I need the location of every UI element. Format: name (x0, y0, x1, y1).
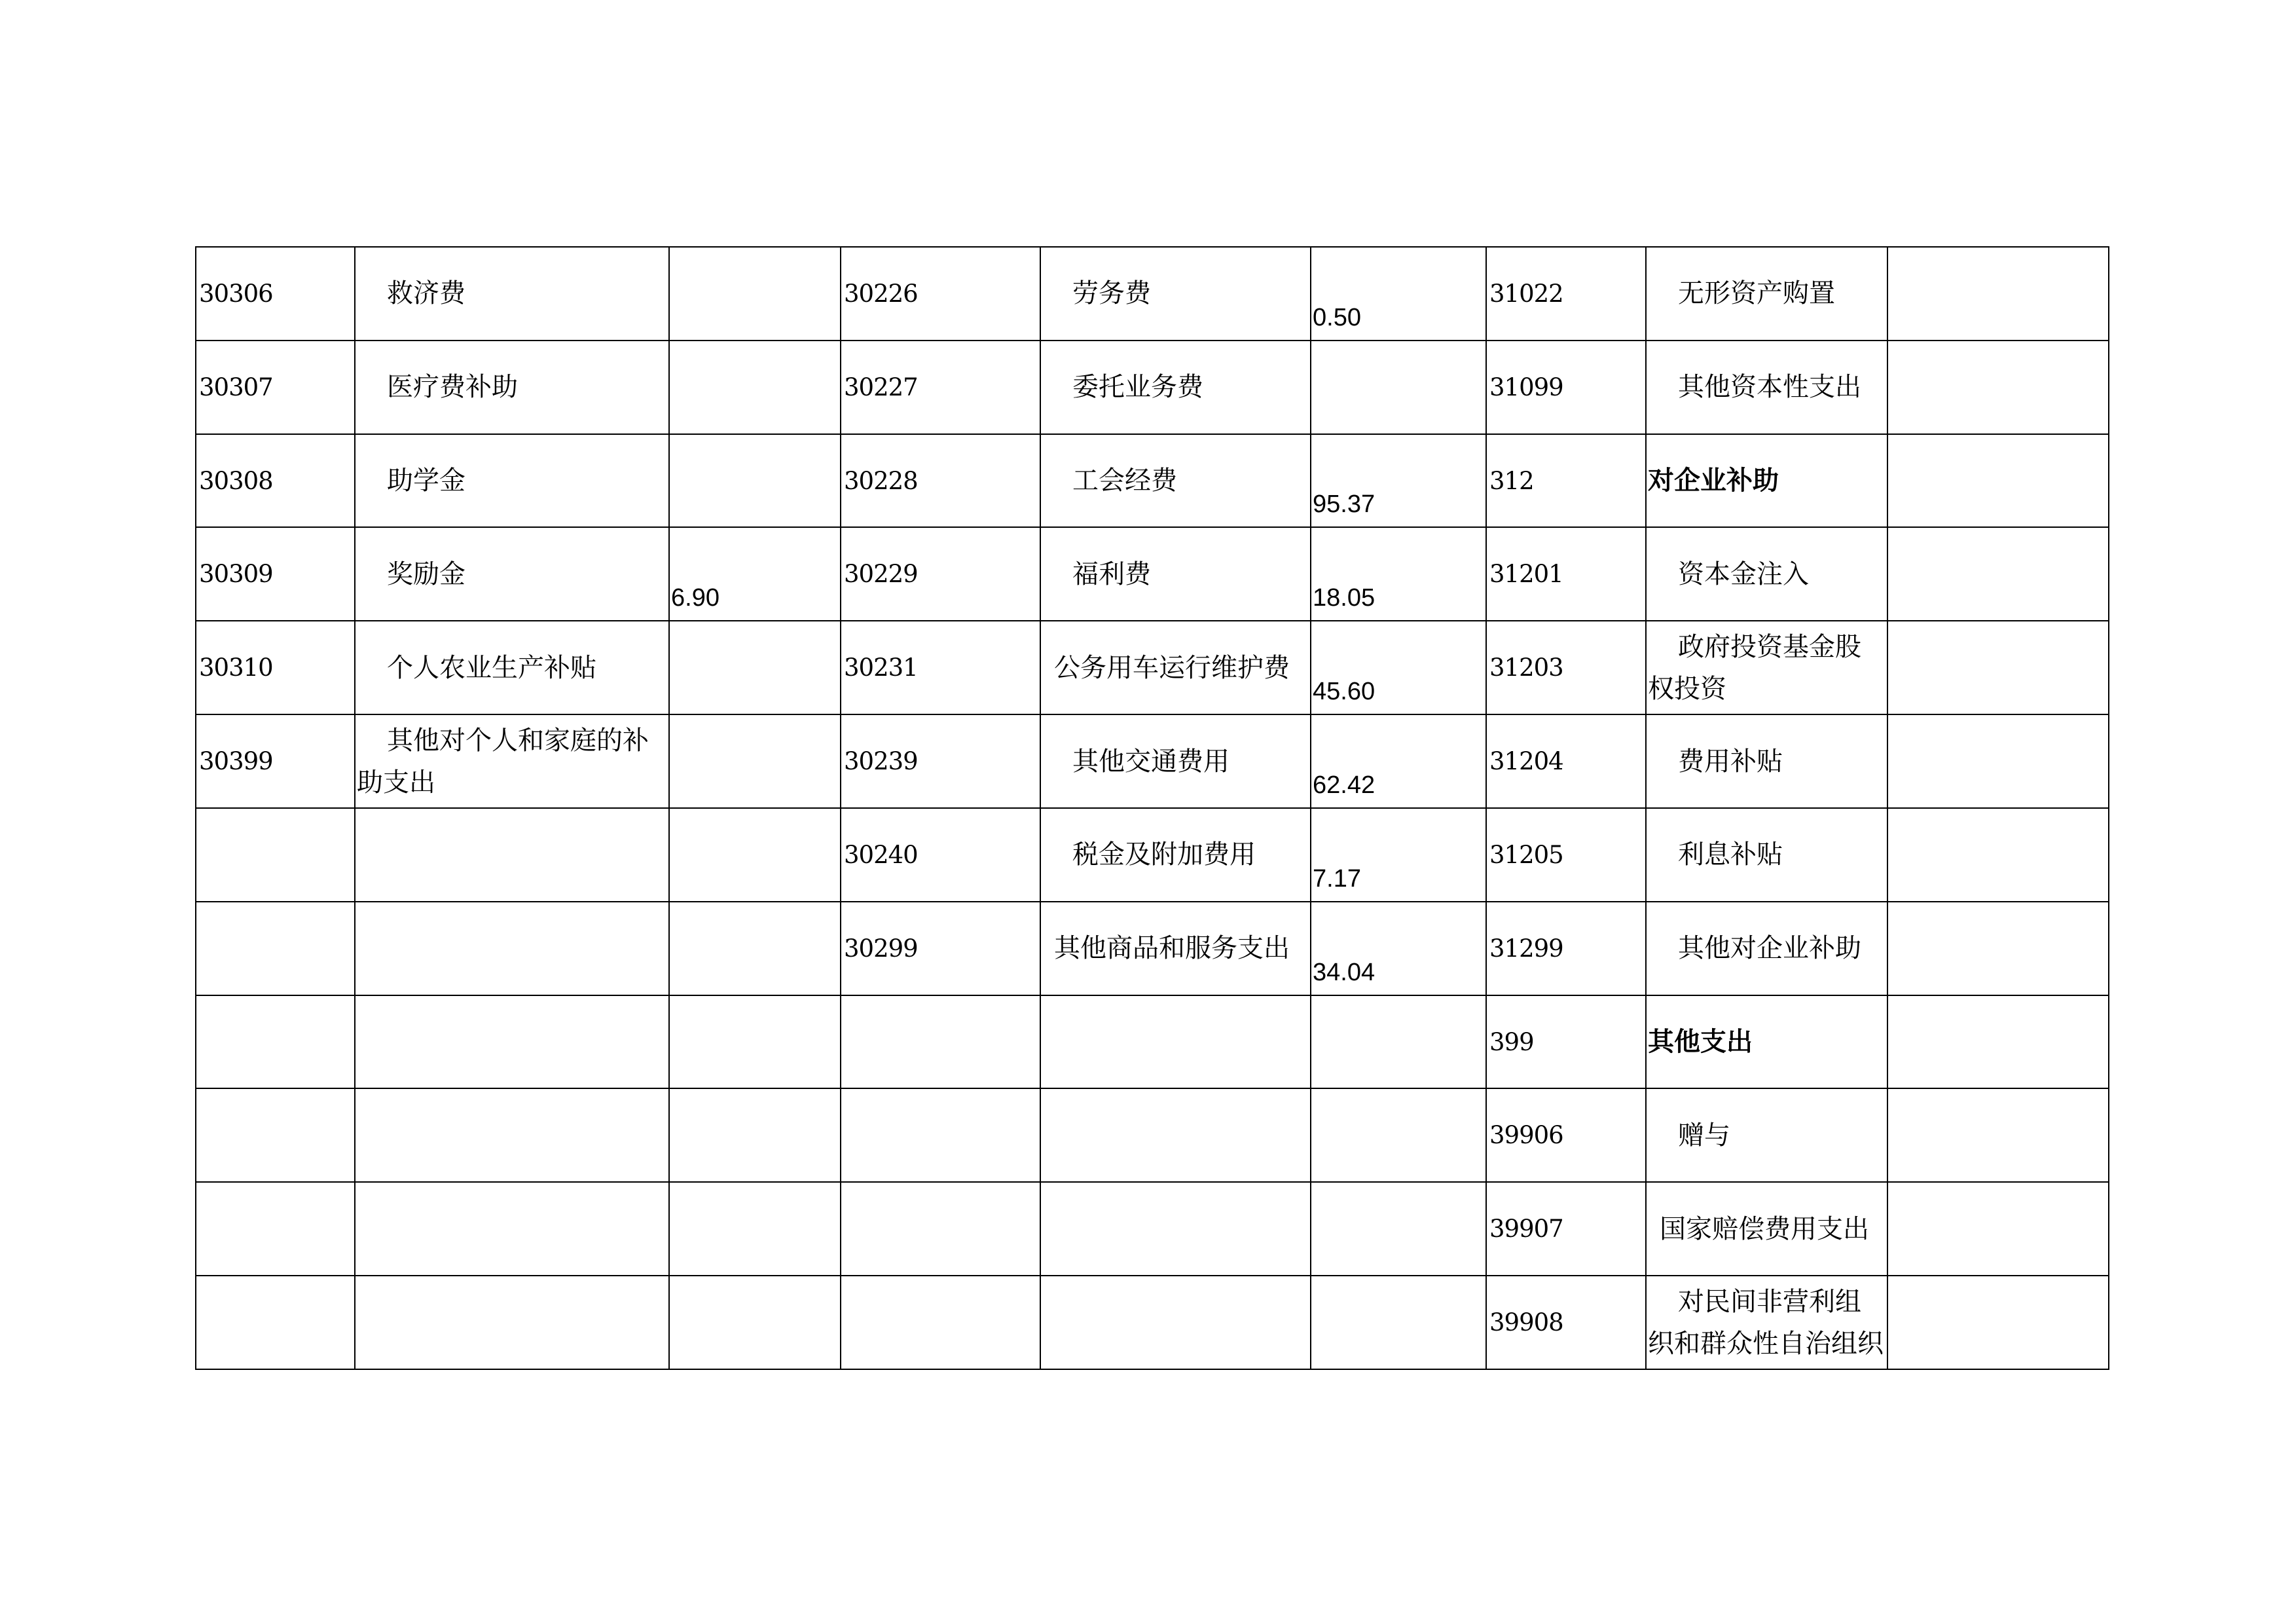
item-name-cell (355, 1276, 669, 1369)
item-name-cell: 国家赔偿费用支出 (1646, 1182, 1887, 1276)
item-code-cell: 312 (1486, 434, 1646, 528)
item-code-cell (841, 995, 1040, 1089)
amount-cell (1887, 1276, 2109, 1369)
table-row (196, 341, 2109, 434)
item-name-cell: 其他对企业补助 (1646, 902, 1887, 995)
item-code-cell (196, 902, 355, 995)
item-code-cell: 30229 (841, 527, 1040, 621)
item-code-cell: 399 (1486, 995, 1646, 1089)
item-name-cell: 对民间非营利组织和群众性自治组织 (1646, 1276, 1887, 1369)
table-row (196, 995, 2109, 1089)
table-row (196, 808, 2109, 902)
item-code-cell: 30310 (196, 621, 355, 714)
table-row (196, 902, 2109, 995)
item-name-cell: 其他交通费用 (1040, 714, 1311, 808)
table-row (196, 621, 2109, 714)
amount-cell (1311, 341, 1486, 434)
item-name-cell: 工会经费 (1040, 434, 1311, 528)
item-code-cell: 31203 (1486, 621, 1646, 714)
amount-cell (669, 621, 841, 714)
table-row (196, 1182, 2109, 1276)
item-code-cell: 30309 (196, 527, 355, 621)
amount-cell (1887, 1088, 2109, 1182)
item-code-cell (196, 995, 355, 1089)
amount-cell (1887, 621, 2109, 714)
item-code-cell (196, 1182, 355, 1276)
item-name-cell: 费用补贴 (1646, 714, 1887, 808)
amount-cell: 7.17 (1311, 808, 1486, 902)
table-row (196, 1276, 2109, 1369)
amount-cell (1311, 995, 1486, 1089)
item-name-cell: 税金及附加费用 (1040, 808, 1311, 902)
amount-cell (669, 341, 841, 434)
amount-cell (1311, 1182, 1486, 1276)
amount-cell: 95.37 (1311, 434, 1486, 528)
amount-cell (669, 808, 841, 902)
item-code-cell (841, 1182, 1040, 1276)
amount-cell (1887, 247, 2109, 341)
amount-cell (1311, 1088, 1486, 1182)
amount-cell (1887, 902, 2109, 995)
item-code-cell: 30228 (841, 434, 1040, 528)
amount-cell: 0.50 (1311, 247, 1486, 341)
item-name-cell: 利息补贴 (1646, 808, 1887, 902)
amount-cell (669, 902, 841, 995)
amount-cell (1887, 808, 2109, 902)
item-code-cell: 30399 (196, 714, 355, 808)
amount-cell (669, 995, 841, 1089)
table-row (196, 527, 2109, 621)
item-code-cell: 30226 (841, 247, 1040, 341)
amount-cell (669, 1276, 841, 1369)
item-name-cell (355, 1088, 669, 1182)
amount-cell (1887, 1182, 2109, 1276)
amount-cell (1887, 341, 2109, 434)
item-code-cell (196, 1088, 355, 1182)
item-code-cell: 31022 (1486, 247, 1646, 341)
item-name-cell: 福利费 (1040, 527, 1311, 621)
amount-cell: 6.90 (669, 527, 841, 621)
item-code-cell (196, 1276, 355, 1369)
item-name-cell: 奖励金 (355, 527, 669, 621)
amount-cell: 34.04 (1311, 902, 1486, 995)
amount-cell (669, 1088, 841, 1182)
table-row (196, 1088, 2109, 1182)
item-name-cell: 其他对个人和家庭的补助支出 (355, 714, 669, 808)
item-name-cell (355, 995, 669, 1089)
table-row (196, 714, 2109, 808)
item-name-cell: 无形资产购置 (1646, 247, 1887, 341)
amount-cell (669, 247, 841, 341)
item-name-cell: 医疗费补助 (355, 341, 669, 434)
item-code-cell: 30307 (196, 341, 355, 434)
item-code-cell: 39908 (1486, 1276, 1646, 1369)
item-name-cell (1040, 1182, 1311, 1276)
budget-expenditure-table (195, 246, 2109, 1370)
amount-cell (1887, 434, 2109, 528)
item-code-cell: 31204 (1486, 714, 1646, 808)
item-code-cell: 31299 (1486, 902, 1646, 995)
item-code-cell: 30231 (841, 621, 1040, 714)
item-name-cell (355, 902, 669, 995)
table-row (196, 247, 2109, 341)
amount-cell: 62.42 (1311, 714, 1486, 808)
item-code-cell: 30306 (196, 247, 355, 341)
item-name-cell (1040, 995, 1311, 1089)
amount-cell (1887, 527, 2109, 621)
item-name-cell: 救济费 (355, 247, 669, 341)
item-name-cell: 公务用车运行维护费 (1040, 621, 1311, 714)
item-name-cell: 委托业务费 (1040, 341, 1311, 434)
item-code-cell: 31205 (1486, 808, 1646, 902)
item-code-cell: 30227 (841, 341, 1040, 434)
item-name-cell: 资本金注入 (1646, 527, 1887, 621)
item-name-cell: 赠与 (1646, 1088, 1887, 1182)
item-code-cell (841, 1088, 1040, 1182)
item-name-cell: 政府投资基金股权投资 (1646, 621, 1887, 714)
amount-cell: 18.05 (1311, 527, 1486, 621)
item-name-cell: 助学金 (355, 434, 669, 528)
item-name-cell: 个人农业生产补贴 (355, 621, 669, 714)
amount-cell (1311, 1276, 1486, 1369)
item-code-cell: 31099 (1486, 341, 1646, 434)
item-code-cell (841, 1276, 1040, 1369)
item-name-cell: 其他支出 (1646, 995, 1887, 1089)
item-name-cell (1040, 1088, 1311, 1182)
item-code-cell: 30239 (841, 714, 1040, 808)
item-name-cell (355, 1182, 669, 1276)
item-name-cell: 其他商品和服务支出 (1040, 902, 1311, 995)
item-code-cell: 31201 (1486, 527, 1646, 621)
amount-cell (1887, 714, 2109, 808)
amount-cell: 45.60 (1311, 621, 1486, 714)
item-code-cell: 39906 (1486, 1088, 1646, 1182)
item-name-cell (355, 808, 669, 902)
item-name-cell (1040, 1276, 1311, 1369)
item-name-cell: 劳务费 (1040, 247, 1311, 341)
amount-cell (669, 1182, 841, 1276)
item-code-cell: 39907 (1486, 1182, 1646, 1276)
item-code-cell (196, 808, 355, 902)
amount-cell (669, 714, 841, 808)
item-code-cell: 30299 (841, 902, 1040, 995)
item-code-cell: 30240 (841, 808, 1040, 902)
item-code-cell: 30308 (196, 434, 355, 528)
amount-cell (669, 434, 841, 528)
item-name-cell: 其他资本性支出 (1646, 341, 1887, 434)
amount-cell (1887, 995, 2109, 1089)
item-name-cell: 对企业补助 (1646, 434, 1887, 528)
table-row (196, 434, 2109, 528)
